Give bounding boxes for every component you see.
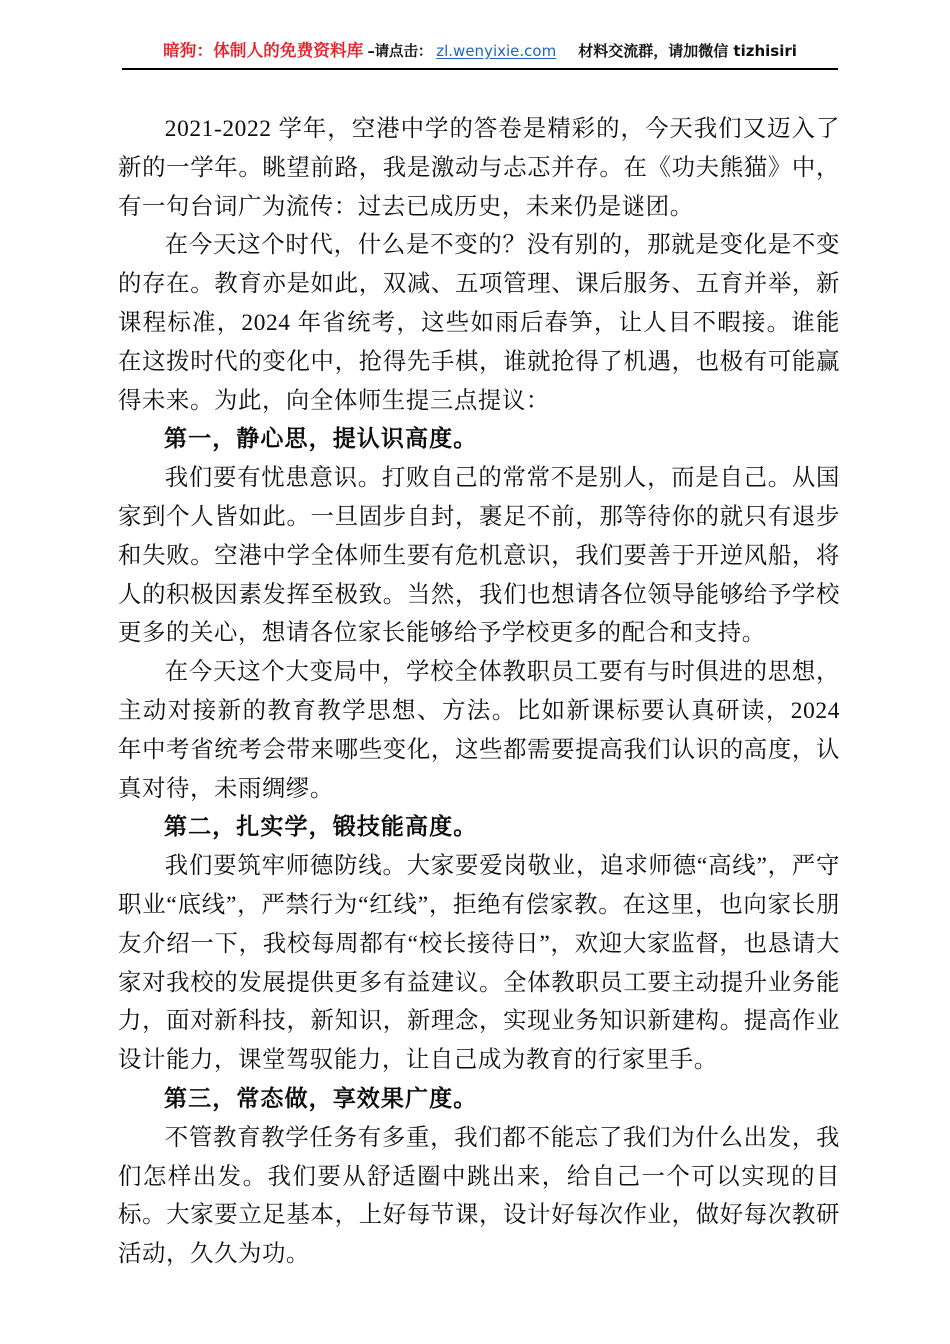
header-promo-red-text: 暗狗：体制人的免费资料库 <box>163 41 364 60</box>
paragraph-2: 在今天这个时代，什么是不变的？没有别的，那就是变化是不变的存在。教育亦是如此，双减、五项管理、课后服务、五育并举，新课程标准，2024 年省统考，这些如雨后春笋，让人目不暇接。谁能在这拨时代的变化中，抢得先手棋，谁就抢得了机遇，也极有可能赢得未来。为此，向全体师生提三点提议： <box>118 232 840 414</box>
section-heading-2: 第二，扎实学，锻技能高度。 <box>164 814 478 840</box>
header-website-link[interactable]: zl.wenyixie.com <box>436 42 557 60</box>
paragraph-6: 不管教育教学任务有多重，我们都不能忘了我们为什么出发，我们怎样出发。我们要从舒适圈中跳出来，给自己一个可以实现的目标。大家要立足基本，上好每节课，设计好每次作业，做好每次教研活动，久久为功。 <box>118 1124 840 1268</box>
paragraph-3: 我们要有忧患意识。打败自己的常常不是别人，而是自己。从国家到个人皆如此。一旦固步自封，裹足不前，那等待你的就只有退步和失败。空港中学全体师生要有危机意识，我们要善于开逆风船，将人的积极因素发挥至极致。当然，我们也想请各位领导能够给予学校更多的关心，想请各位家长能够给予学校更多的配合和支持。 <box>118 465 840 647</box>
document-body <box>118 110 840 1274</box>
section-heading-3: 第三，常态做，享效果广度。 <box>164 1085 478 1111</box>
paragraph-4: 在今天这个大变局中，学校全体教职员工要有与时俱进的思想，主动对接新的教育教学思想、方法。比如新课标要认真研读，2024 年中考省统考会带来哪些变化，这些都需要提高我们认识的高度，认真对待，未雨绸缪。 <box>118 659 840 802</box>
header-click-prompt: –请点击： <box>367 44 433 60</box>
section-heading-1: 第一，静心思，提认识高度。 <box>164 426 478 452</box>
header-wechat-note: 材料交流群，请加微信 tizhisiri <box>578 42 797 60</box>
page-header-banner <box>122 38 838 70</box>
paragraph-1: 2021-2022 学年，空港中学的答卷是精彩的，今天我们又迈入了新的一学年。眺望前路，我是激动与忐忑并存。在《功夫熊猫》中，有一句台词广为流传：过去已成历史，未来仍是谜团。 <box>118 116 840 220</box>
paragraph-5: 我们要筑牢师德防线。大家要爱岗敬业，追求师德“高线”，严守职业“底线”，严禁行为“红线”，拒绝有偿家教。在这里，也向家长朋友介绍一下，我校每周都有“校长接待日”，欢迎大家监督，也恳请大家对我校的发展提供更多有益建议。全体教职员工要主动提升业务能力，面对新科技，新知识，新理念，实现业务知识新建构。提高作业设计能力，课堂驾驭能力，让自己成为教育的行家里手。 <box>118 853 840 1074</box>
